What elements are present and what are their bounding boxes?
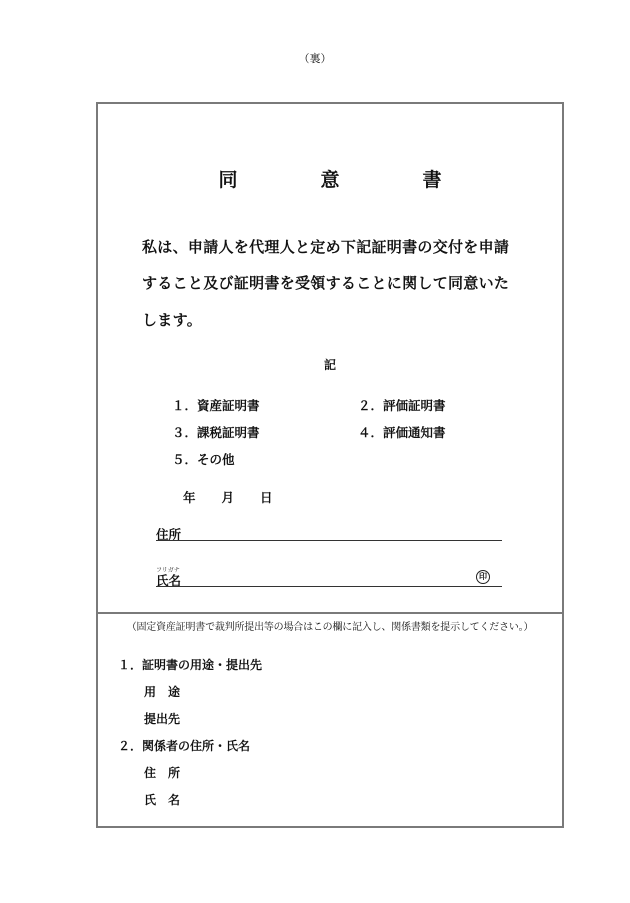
court-submission-note: （固定資産証明書で裁判所提出等の場合はこの欄に記入し、関係書類を提示してください。） <box>126 622 534 633</box>
date-month-label: 月 <box>221 490 235 505</box>
address-label: 住所 <box>156 527 182 542</box>
name-underline <box>156 586 502 587</box>
section-divider <box>96 612 564 614</box>
page-side-label: （裏） <box>298 52 332 65</box>
certificate-item-3: ３．課税証明書 <box>172 425 260 440</box>
purpose-destination-label: 提出先 <box>144 712 181 726</box>
ki-label: 記 <box>323 358 336 372</box>
address-underline <box>156 540 502 541</box>
certificate-item-4: ４．評価通知書 <box>358 425 446 440</box>
certificate-item-1: １．資産証明書 <box>172 398 260 413</box>
purpose-use-label: 用 途 <box>144 685 181 699</box>
date-day-label: 日 <box>260 490 273 505</box>
certificate-item-2: ２．評価証明書 <box>358 398 446 413</box>
related-party-address-label: 住 所 <box>144 766 181 780</box>
consent-text-line-2: すること及び証明書を受領することに関して同意いた <box>142 274 510 292</box>
document-title: 同 意 書 <box>218 169 474 191</box>
related-party-name-label: 氏 名 <box>144 793 181 807</box>
certificate-item-5: ５．その他 <box>172 452 235 467</box>
date-line <box>183 488 299 506</box>
date-year-label: 年 <box>183 490 196 505</box>
consent-text-line-1: 私は、申請人を代理人と定め下記証明書の交付を申請 <box>142 238 510 256</box>
seal-mark-icon: 印 <box>476 570 490 584</box>
name-label: 氏名 <box>156 573 182 588</box>
purpose-heading: １．証明書の用途・提出先 <box>118 658 263 672</box>
related-party-heading: ２．関係者の住所・氏名 <box>118 739 251 753</box>
consent-text-line-3: します。 <box>142 311 203 329</box>
furigana-label: フリガナ <box>156 567 180 574</box>
